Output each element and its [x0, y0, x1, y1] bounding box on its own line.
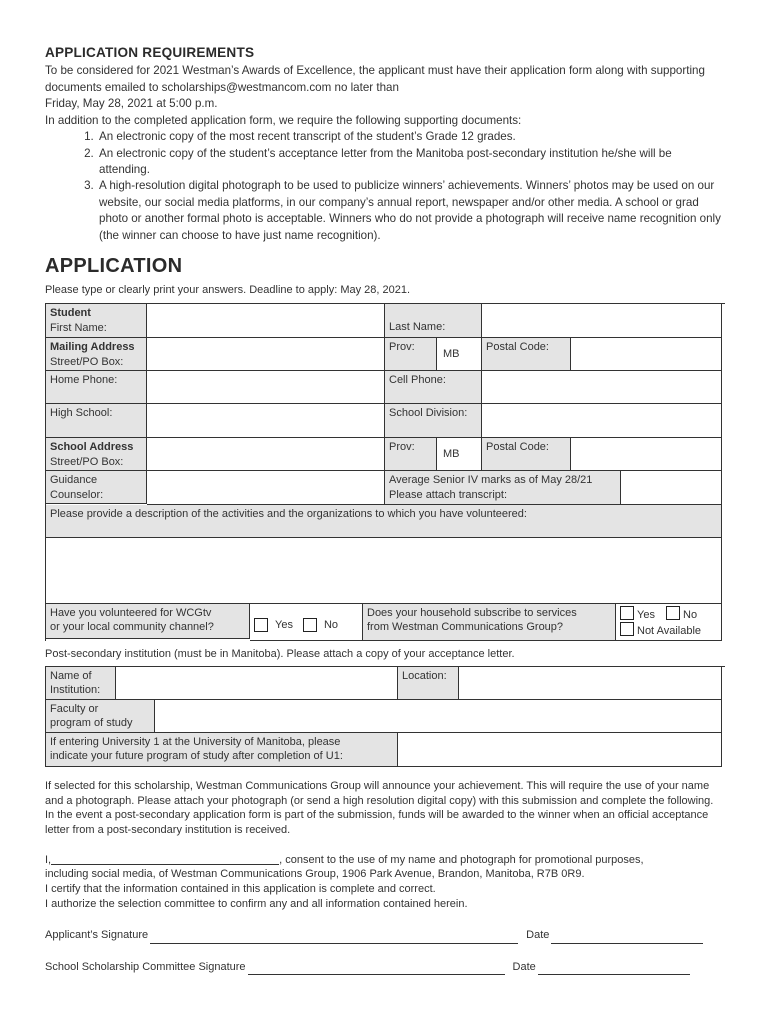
- guidance-table: [45, 471, 725, 505]
- application-title: APPLICATION: [45, 255, 183, 278]
- guidance-counselor-label: [46, 471, 147, 504]
- household-text-2: from Westman Communications Group?: [367, 621, 564, 634]
- school-division-field[interactable]: [482, 404, 722, 438]
- postsecondary-heading: Post-secondary institution (must be in Manitoba). Please attach a copy of your acceptance letter.: [45, 648, 515, 661]
- yes-no-table: [45, 604, 725, 642]
- wcgtv-text-1: Have you volunteered for WCGtv: [50, 606, 212, 619]
- school-street-text: Street/PO Box:: [50, 455, 124, 468]
- household-no-label: No: [683, 608, 698, 621]
- list-item: 2. An electronic copy of the student’s acceptance letter from the Manitoba post-secondary institution he/she will be attending.: [97, 146, 725, 179]
- first-name-text: First Name:: [50, 321, 107, 334]
- institution-text-2: Institution:: [50, 684, 101, 697]
- school-prov-label: Prov:: [385, 438, 437, 471]
- last-name-field[interactable]: [482, 304, 722, 338]
- location-field[interactable]: [459, 667, 722, 700]
- mailing-address-label: [46, 338, 147, 371]
- guidance-counselor-field[interactable]: [147, 471, 385, 505]
- first-name-field[interactable]: [147, 304, 385, 338]
- supporting-documents-list: [45, 129, 725, 244]
- u1-text-1: If entering University 1 at the University of Manitoba, please: [50, 736, 341, 749]
- postal-code-field[interactable]: [571, 338, 722, 371]
- consent-i: I,: [45, 853, 52, 866]
- announcement-paragraph: If selected for this scholarship, Westman Communications Group will announce your achievement. This will require the use of your name and a photograph. Please attach your photograph (or send a high resolution digital copy) with this submission and complete the following. In the event a post-secondary application form is part of the submission, funds will be awarded to the winner when an official acceptance letter from a post-secondary institution is received.: [45, 780, 714, 836]
- committee-signature-label: School Scholarship Committee Signature: [45, 960, 246, 973]
- average-marks-label: [385, 471, 621, 505]
- applicant-date-field[interactable]: [551, 932, 703, 944]
- mailing-street-field[interactable]: [147, 338, 385, 371]
- committee-date-label: Date: [512, 960, 536, 973]
- applicant-date-label: Date: [526, 928, 550, 941]
- school-postal-code-label: Postal Code:: [482, 438, 571, 471]
- u1-program-field[interactable]: [398, 733, 722, 767]
- wcgtv-options: [250, 604, 363, 642]
- u1-text-2: indicate your future program of study after completion of U1:: [50, 750, 343, 763]
- wcgtv-label: [46, 604, 250, 639]
- first-name-label: [46, 304, 147, 338]
- household-yes-checkbox[interactable]: [620, 606, 634, 620]
- school-address-label: [46, 438, 147, 471]
- volunteer-description-field[interactable]: [46, 538, 722, 604]
- school-division-label: School Division:: [385, 404, 482, 438]
- guidance-text-2: Counselor:: [50, 488, 104, 501]
- wcgtv-yes-label: Yes: [275, 619, 293, 632]
- consent-block: [45, 853, 725, 912]
- average-marks-field[interactable]: [621, 471, 722, 505]
- high-school-label: High School:: [46, 404, 147, 438]
- school-street-field[interactable]: [147, 438, 385, 471]
- faculty-text-2: program of study: [50, 717, 133, 730]
- requirements-intro: To be considered for 2021 Westman’s Awards of Excellence, the applicant must have their application form along with supporting documents emailed to scholarships@westmancom.com no later than: [45, 64, 705, 94]
- wcgtv-no-checkbox[interactable]: [303, 618, 317, 632]
- consent-line-2: including social media, of Westman Communications Group, 1906 Park Avenue, Brandon, Manitoba, R7B 0R9.: [45, 868, 585, 881]
- faculty-table: [45, 700, 725, 733]
- street-text: Street/PO Box:: [50, 355, 124, 368]
- student-info-table: [45, 303, 725, 471]
- institution-name-label: [46, 667, 116, 700]
- consent-name-field[interactable]: [51, 864, 279, 865]
- requirements-deadline: Friday, May 28, 2021 at 5:00 p.m.: [45, 97, 218, 111]
- wcgtv-no-label: No: [323, 619, 339, 632]
- faculty-field[interactable]: [155, 700, 722, 733]
- volunteer-prompt: Please provide a description of the activities and the organizations to which you have volunteered:: [46, 505, 722, 538]
- home-phone-field[interactable]: [147, 371, 385, 404]
- volunteer-table: [45, 505, 725, 604]
- u1-label: [46, 733, 398, 767]
- student-heading: Student: [50, 307, 91, 320]
- prov-field[interactable]: MB: [437, 338, 482, 371]
- not-available-label: Not Available: [637, 625, 702, 638]
- mailing-address-heading: Mailing Address: [50, 341, 135, 354]
- cell-phone-label: Cell Phone:: [385, 371, 482, 404]
- list-item: 3. A high-resolution digital photograph to be used to publicize winners’ achievements. Winners’ photos may be used on our website, our social media platforms, in our company’s annual report, newspaper and/or other media. A school or grad photo or another formal photo is acceptable. Winners who do not provide a photograph will receive name recognition only (the winner can choose to have just name recognition).: [97, 178, 725, 244]
- location-label: Location:: [398, 667, 459, 700]
- household-no-checkbox[interactable]: [666, 606, 680, 620]
- committee-signature-field[interactable]: [248, 963, 505, 975]
- faculty-text-1: Faculty or: [50, 703, 99, 716]
- list-item: 1. An electronic copy of the most recent transcript of the student’s Grade 12 grades.: [97, 129, 725, 145]
- household-yes-label: Yes: [637, 608, 655, 621]
- home-phone-label: Home Phone:: [46, 371, 147, 404]
- household-label: [363, 604, 616, 642]
- requirements-lead: In addition to the completed application form, we require the following supporting documents:: [45, 113, 522, 127]
- postal-code-label: Postal Code:: [482, 338, 571, 371]
- applicant-signature-label: Applicant’s Signature: [45, 928, 149, 941]
- consent-line-1: , consent to the use of my name and photograph for promotional purposes,: [279, 853, 644, 866]
- applicant-signature-field[interactable]: [150, 932, 518, 944]
- high-school-field[interactable]: [147, 404, 385, 438]
- u1-table: [45, 733, 725, 767]
- cell-phone-field[interactable]: [482, 371, 722, 404]
- postsecondary-table: [45, 666, 725, 700]
- consent-line-4: I authorize the selection committee to confirm any and all information contained herein.: [45, 898, 468, 911]
- wcgtv-text-2: or your local community channel?: [50, 621, 214, 634]
- average-marks-text-1: Average Senior IV marks as of May 28/21: [389, 474, 593, 487]
- institution-text-1: Name of: [50, 670, 92, 683]
- prov-label: Prov:: [385, 338, 437, 371]
- school-postal-code-field[interactable]: [571, 438, 722, 471]
- last-name-label: Last Name:: [385, 304, 482, 338]
- school-address-heading: School Address: [50, 441, 134, 454]
- average-marks-text-2: Please attach transcript:: [389, 488, 508, 501]
- institution-name-field[interactable]: [116, 667, 398, 700]
- committee-signature-row: [45, 960, 725, 976]
- applicant-signature-row: [45, 928, 725, 944]
- school-prov-field[interactable]: MB: [437, 438, 482, 471]
- faculty-label: [46, 700, 155, 733]
- household-options: [616, 604, 722, 642]
- not-available-checkbox[interactable]: [620, 622, 634, 636]
- wcgtv-yes-checkbox[interactable]: [254, 618, 268, 632]
- committee-date-field[interactable]: [538, 963, 690, 975]
- consent-line-3: I certify that the information contained in this application is complete and correct.: [45, 883, 436, 896]
- requirements-title: APPLICATION REQUIREMENTS: [45, 45, 255, 60]
- guidance-text-1: Guidance: [50, 474, 98, 487]
- application-note: Please type or clearly print your answers. Deadline to apply: May 28, 2021.: [45, 283, 411, 296]
- household-text-1: Does your household subscribe to services: [367, 606, 577, 619]
